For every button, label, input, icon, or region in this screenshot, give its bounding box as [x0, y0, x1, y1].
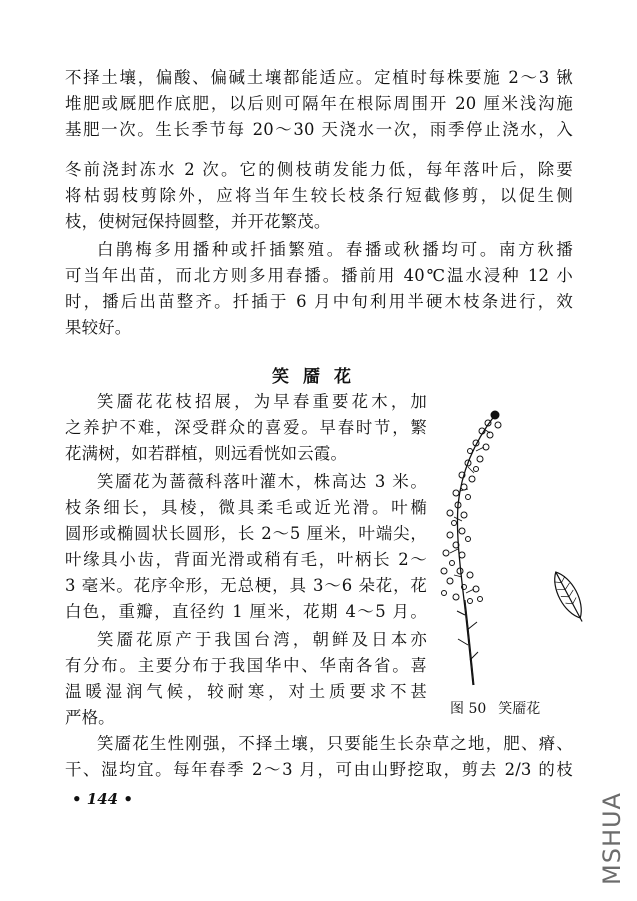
page-number: • 144 •	[72, 790, 133, 808]
text-line: 花满树，如若群植，则远看恍如云霞。	[65, 444, 348, 463]
text-line: 笑靥花为蔷薇科落叶灌木，株高达 3 米。	[97, 472, 427, 491]
text-line: 冬前浇封冻水 2 次。它的侧枝萌发能力低，每年落叶后，除要	[65, 160, 573, 179]
section-title: 笑靥花	[272, 367, 365, 387]
figure-caption	[450, 698, 540, 718]
text-line: 枝条细长，具棱，微具柔毛或近光滑。叶椭	[65, 498, 427, 517]
text-line: 果较好。	[65, 318, 132, 337]
text-line: 时，播后出苗整齐。扦插于 6 月中旬利用半硬木枝条进行，效	[65, 292, 573, 311]
text-line: 基肥一次。生长季节每 20～30 天浇水一次，雨季停止浇水，入	[65, 120, 573, 139]
text-line: 不择土壤，偏酸、偏碱土壤都能适应。定植时每株要施 2～3 锹	[65, 68, 573, 87]
figure-caption-text: 笑靥花	[498, 701, 541, 717]
text-line: 笑靥花原产于我国台湾，朝鲜及日本亦	[97, 630, 427, 649]
text-line: 白鹃梅多用播种或扦插繁殖。春播或秋播均可。南方秋播	[97, 240, 573, 259]
text-line: 将枯弱枝剪除外，应将当年生较长枝条行短截修剪，以促生侧	[65, 186, 573, 205]
text-line: 叶缘具小齿，背面光滑或稍有毛，叶柄长 2～	[65, 550, 427, 569]
figure-label: 图 50	[450, 701, 487, 717]
text-line: 枝，使树冠保持圆整，并开花繁茂。	[65, 212, 331, 231]
text-line: 温暖湿润气候，较耐寒，对土质要求不甚	[65, 682, 427, 701]
text-line: 堆肥或厩肥作底肥，以后则可隔年在根际周围开 20 厘米浅沟施	[65, 94, 573, 113]
text-line: 笑靥花生性刚强，不择土壤，只要能生长杂草之地，肥、瘠、	[97, 734, 573, 753]
text-line: 可当年出苗，而北方则多用春播。播前用 40℃温水浸种 12 小	[65, 266, 573, 285]
text-line: 有分布。主要分布于我国华中、华南各省。喜	[65, 656, 427, 675]
text-line: 3 毫米。花序伞形，无总梗，具 3～6 朵花，花	[65, 576, 427, 595]
text-line: 圆形或椭圆状长圆形，长 2～5 厘米，叶端尖，	[65, 524, 427, 543]
text-line: 笑靥花花枝招展，为早春重要花木，加	[97, 392, 427, 411]
text-line: 白色，重瓣，直径约 1 厘米，花期 4～5 月。	[65, 602, 427, 621]
text-line: 干、湿均宜。每年春季 2～3 月，可由山野挖取，剪去 2/3 的枝	[65, 760, 573, 779]
watermark: MSHUA	[598, 792, 626, 885]
figure-illustration	[440, 405, 600, 690]
text-line: 严格。	[65, 708, 115, 727]
text-line: 之养护不难，深受群众的喜爱。早春时节，繁	[65, 418, 427, 437]
flowering-branch-icon	[440, 405, 600, 690]
